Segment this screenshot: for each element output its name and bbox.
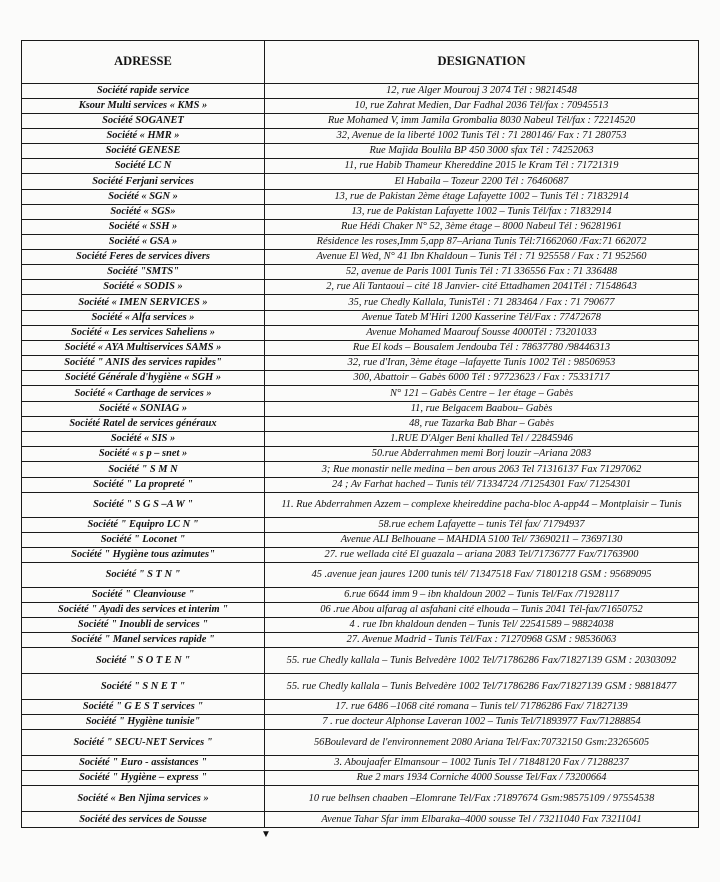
company-address: 13, rue de Pakistan 2ème étage Lafayette 1002 – Tunis Tél : 71832914 xyxy=(265,190,699,205)
company-name: Ksour Multi services « KMS » xyxy=(22,99,265,114)
table-row xyxy=(22,159,699,174)
company-name: Société " S N E T " xyxy=(22,674,265,700)
company-address: 1.RUE D'Alger Beni khalled Tel / 22845946 xyxy=(265,432,699,447)
company-name: Société " S M N xyxy=(22,462,265,478)
table-row xyxy=(22,129,699,144)
company-name: Société « SIS » xyxy=(22,432,265,447)
company-address: 55. rue Chedly kallala – Tunis Belvedère 1002 Tel/71786286 Fax/71827139 GSM : 98818477 xyxy=(265,674,699,700)
company-name: Société " Hygiène – express " xyxy=(22,771,265,786)
table-row xyxy=(22,311,699,326)
table-row xyxy=(22,518,699,533)
table-row xyxy=(22,588,699,603)
table-row xyxy=(22,618,699,633)
company-name: Société Ratel de services généraux xyxy=(22,417,265,432)
table-row xyxy=(22,493,699,518)
table-row xyxy=(22,280,699,295)
table-row xyxy=(22,220,699,235)
company-name: Société " Cleanviouse " xyxy=(22,588,265,603)
company-name: Société Générale d'hygiène « SGH » xyxy=(22,371,265,386)
company-name: Société « Ben Njima services » xyxy=(22,786,265,812)
table-row xyxy=(22,326,699,341)
company-address: 56Boulevard de l'environnement 2080 Ariana Tel/Fax:70732150 Gsm:23265605 xyxy=(265,730,699,756)
header-row xyxy=(22,41,699,84)
company-name: Société « Carthage de services » xyxy=(22,386,265,402)
table-row xyxy=(22,447,699,462)
table-row xyxy=(22,756,699,771)
table-row xyxy=(22,386,699,402)
company-name: Société Feres de services divers xyxy=(22,250,265,265)
company-address: Rue Majida Boulila BP 450 3000 sfax Tél : 74252063 xyxy=(265,144,699,159)
table-body xyxy=(22,84,699,828)
company-name: Société " Euro - assistances " xyxy=(22,756,265,771)
company-name: Société " Manel services rapide " xyxy=(22,633,265,648)
company-address: 2, rue Ali Tantaoui – cité 18 Janvier- cité Ettadhamen 2041Tél : 71548643 xyxy=(265,280,699,295)
company-address: 06 .rue Abou alfarag al asfahani cité elhouda – Tunis 2041 Tél-fax/71650752 xyxy=(265,603,699,618)
table-row xyxy=(22,205,699,220)
company-name: Société " ANIS des services rapides" xyxy=(22,356,265,371)
table-row xyxy=(22,295,699,311)
company-name: Société « s p – snet » xyxy=(22,447,265,462)
table-row xyxy=(22,235,699,250)
company-address: 10 rue belhsen chaaben –Elomrane Tel/Fax :71897674 Gsm:98575109 / 97554538 xyxy=(265,786,699,812)
company-name: Société " Hygiène tous azimutes" xyxy=(22,548,265,563)
table-row xyxy=(22,341,699,356)
table-row xyxy=(22,812,699,828)
table-row xyxy=(22,563,699,588)
company-address: 13, rue de Pakistan Lafayette 1002 – Tunis Tél/fax : 71832914 xyxy=(265,205,699,220)
company-name: Société " Loconet " xyxy=(22,533,265,548)
company-address: 11. Rue Abderrahmen Azzem – complexe kheireddine pacha-bloc A-app44 – Montplaisir – Tunis xyxy=(265,493,699,518)
company-address: 24 ; Av Farhat hached – Tunis tél/ 71334724 /71254301 Fax/ 71254301 xyxy=(265,478,699,493)
table-row xyxy=(22,402,699,417)
company-address: Avenue Mohamed Maarouf Sousse 4000Tél : 73201033 xyxy=(265,326,699,341)
company-address: 4 . rue Ibn khaldoun denden – Tunis Tel/ 22541589 – 98824038 xyxy=(265,618,699,633)
table-row xyxy=(22,417,699,432)
header-adresse: ADRESSE xyxy=(22,41,265,84)
company-address: Avenue Tahar Sfar imm Elbaraka–4000 sousse Tel / 73211040 Fax 73211041 xyxy=(265,812,699,828)
company-name: Société « HMR » xyxy=(22,129,265,144)
company-name: Société Ferjani services xyxy=(22,174,265,190)
company-address: 32, rue d'Iran, 3ème étage –lafayette Tunis 1002 Tél : 98506953 xyxy=(265,356,699,371)
table-row xyxy=(22,771,699,786)
company-address: 50.rue Abderrahmen memi Borj louzir –Ariana 2083 xyxy=(265,447,699,462)
company-name: Société " S G S –A W " xyxy=(22,493,265,518)
company-name: Société « SGN » xyxy=(22,190,265,205)
table-row xyxy=(22,633,699,648)
table-row xyxy=(22,99,699,114)
company-name: Société " Equipro LC N " xyxy=(22,518,265,533)
company-address: 10, rue Zahrat Medien, Dar Fadhal 2036 Tél/fax : 70945513 xyxy=(265,99,699,114)
company-name: Société SOGANET xyxy=(22,114,265,129)
company-name: Société " Inoubli de services " xyxy=(22,618,265,633)
company-address: Avenue El Wed, N° 41 Ibn Khaldoun – Tunis Tél : 71 925558 / Fax : 71 952560 xyxy=(265,250,699,265)
table-row xyxy=(22,786,699,812)
company-name: Société « SGS» xyxy=(22,205,265,220)
company-address: 6.rue 6644 imm 9 – ibn khaldoun 2002 – Tunis Tel/Fax /71928117 xyxy=(265,588,699,603)
company-name: Société des services de Sousse xyxy=(22,812,265,828)
company-address: 27. rue wellada cité El guazala – ariana 2083 Tel/71736777 Fax/71763900 xyxy=(265,548,699,563)
table-row xyxy=(22,603,699,618)
company-name: Société rapide service xyxy=(22,84,265,99)
company-address: 17. rue 6486 –1068 cité romana – Tunis tel/ 71786286 Fax/ 71827139 xyxy=(265,700,699,715)
company-name: Société "SMTS" xyxy=(22,265,265,280)
company-name: Société « SSH » xyxy=(22,220,265,235)
table-row xyxy=(22,371,699,386)
company-address: 3. Aboujaafer Elmansour – 1002 Tunis Tel / 71848120 Fax / 71288237 xyxy=(265,756,699,771)
company-name: Société « Alfa services » xyxy=(22,311,265,326)
company-name: Société " G E S T services " xyxy=(22,700,265,715)
table-row xyxy=(22,548,699,563)
company-name: Société LC N xyxy=(22,159,265,174)
table-row xyxy=(22,84,699,99)
company-name: Société " S T N " xyxy=(22,563,265,588)
company-name: Société « GSA » xyxy=(22,235,265,250)
company-address: 3; Rue monastir nelle medina – ben arous 2063 Tel 71316137 Fax 71297062 xyxy=(265,462,699,478)
company-address: 45 .avenue jean jaures 1200 tunis tél/ 71347518 Fax/ 71801218 GSM : 95689095 xyxy=(265,563,699,588)
table-row xyxy=(22,174,699,190)
table-row xyxy=(22,462,699,478)
table-row xyxy=(22,715,699,730)
table-row xyxy=(22,730,699,756)
stray-mark: ▼ xyxy=(261,829,271,840)
company-address: Rue Mohamed V, imm Jamila Grombalia 8030 Nabeul Tél/fax : 72214520 xyxy=(265,114,699,129)
company-address: 48, rue Tazarka Bab Bhar – Gabès xyxy=(265,417,699,432)
company-name: Société « SODIS » xyxy=(22,280,265,295)
company-address: Rue Hédi Chaker N° 52, 3ème étage – 8000 Nabeul Tél : 96281961 xyxy=(265,220,699,235)
table-row xyxy=(22,356,699,371)
company-address: N° 121 – Gabès Centre – 1er étage – Gabès xyxy=(265,386,699,402)
table-row xyxy=(22,432,699,447)
company-address: 55. rue Chedly kallala – Tunis Belvedère 1002 Tel/71786286 Fax/71827139 GSM : 20303092 xyxy=(265,648,699,674)
table-row xyxy=(22,674,699,700)
table-row xyxy=(22,190,699,205)
company-address: Avenue Tateb M'Hiri 1200 Kasserine Tél/Fax : 77472678 xyxy=(265,311,699,326)
table-row xyxy=(22,478,699,493)
company-address: El Habaila – Tozeur 2200 Tél : 76460687 xyxy=(265,174,699,190)
table-row xyxy=(22,265,699,280)
table-row xyxy=(22,533,699,548)
company-address: 52, avenue de Paris 1001 Tunis Tél : 71 336556 Fax : 71 336488 xyxy=(265,265,699,280)
company-name: Société « SONIAG » xyxy=(22,402,265,417)
company-name: Société « IMEN SERVICES » xyxy=(22,295,265,311)
companies-table xyxy=(21,40,699,828)
table-row xyxy=(22,648,699,674)
company-address: 7 . rue docteur Alphonse Laveran 1002 – Tunis Tel/71893977 Fax/71288854 xyxy=(265,715,699,730)
company-name: Société " Hygiène tunisie" xyxy=(22,715,265,730)
company-name: Société « Les services Saheliens » xyxy=(22,326,265,341)
company-name: Société " La propreté " xyxy=(22,478,265,493)
company-address: 11, rue Belgacem Baabou– Gabès xyxy=(265,402,699,417)
company-name: Société " Ayadi des services et interim " xyxy=(22,603,265,618)
company-name: Société " SECU-NET Services " xyxy=(22,730,265,756)
header-designation: DESIGNATION xyxy=(265,41,699,84)
company-address: 35, rue Chedly Kallala, TunisTél : 71 283464 / Fax : 71 790677 xyxy=(265,295,699,311)
company-address: 12, rue Alger Mourouj 3 2074 Tél : 98214548 xyxy=(265,84,699,99)
table-row xyxy=(22,114,699,129)
company-address: 11, rue Habib Thameur Khereddine 2015 le Kram Tél : 71721319 xyxy=(265,159,699,174)
company-address: Avenue ALI Belhouane – MAHDIA 5100 Tel/ 73690211 – 73697130 xyxy=(265,533,699,548)
table-row xyxy=(22,250,699,265)
company-address: 58.rue echem Lafayette – tunis Tél fax/ 71794937 xyxy=(265,518,699,533)
company-address: 32, Avenue de la liberté 1002 Tunis Tél : 71 280146/ Fax : 71 280753 xyxy=(265,129,699,144)
company-address: Résidence les roses,Imm 5,app 87–Ariana Tunis Tél:71662060 /Fax:71 662072 xyxy=(265,235,699,250)
table-row xyxy=(22,144,699,159)
company-name: Société GENESE xyxy=(22,144,265,159)
table-row xyxy=(22,700,699,715)
company-name: Société « AYA Multiservices SAMS » xyxy=(22,341,265,356)
company-address: Rue 2 mars 1934 Corniche 4000 Sousse Tel/Fax / 73200664 xyxy=(265,771,699,786)
company-address: 300, Abattoir – Gabès 6000 Tél : 97723623 / Fax : 75331717 xyxy=(265,371,699,386)
company-name: Société " S O T E N " xyxy=(22,648,265,674)
company-address: Rue El kods – Bousalem Jendouba Tél : 78637780 /98446313 xyxy=(265,341,699,356)
company-address: 27. Avenue Madrid - Tunis Tél/Fax : 71270968 GSM : 98536063 xyxy=(265,633,699,648)
